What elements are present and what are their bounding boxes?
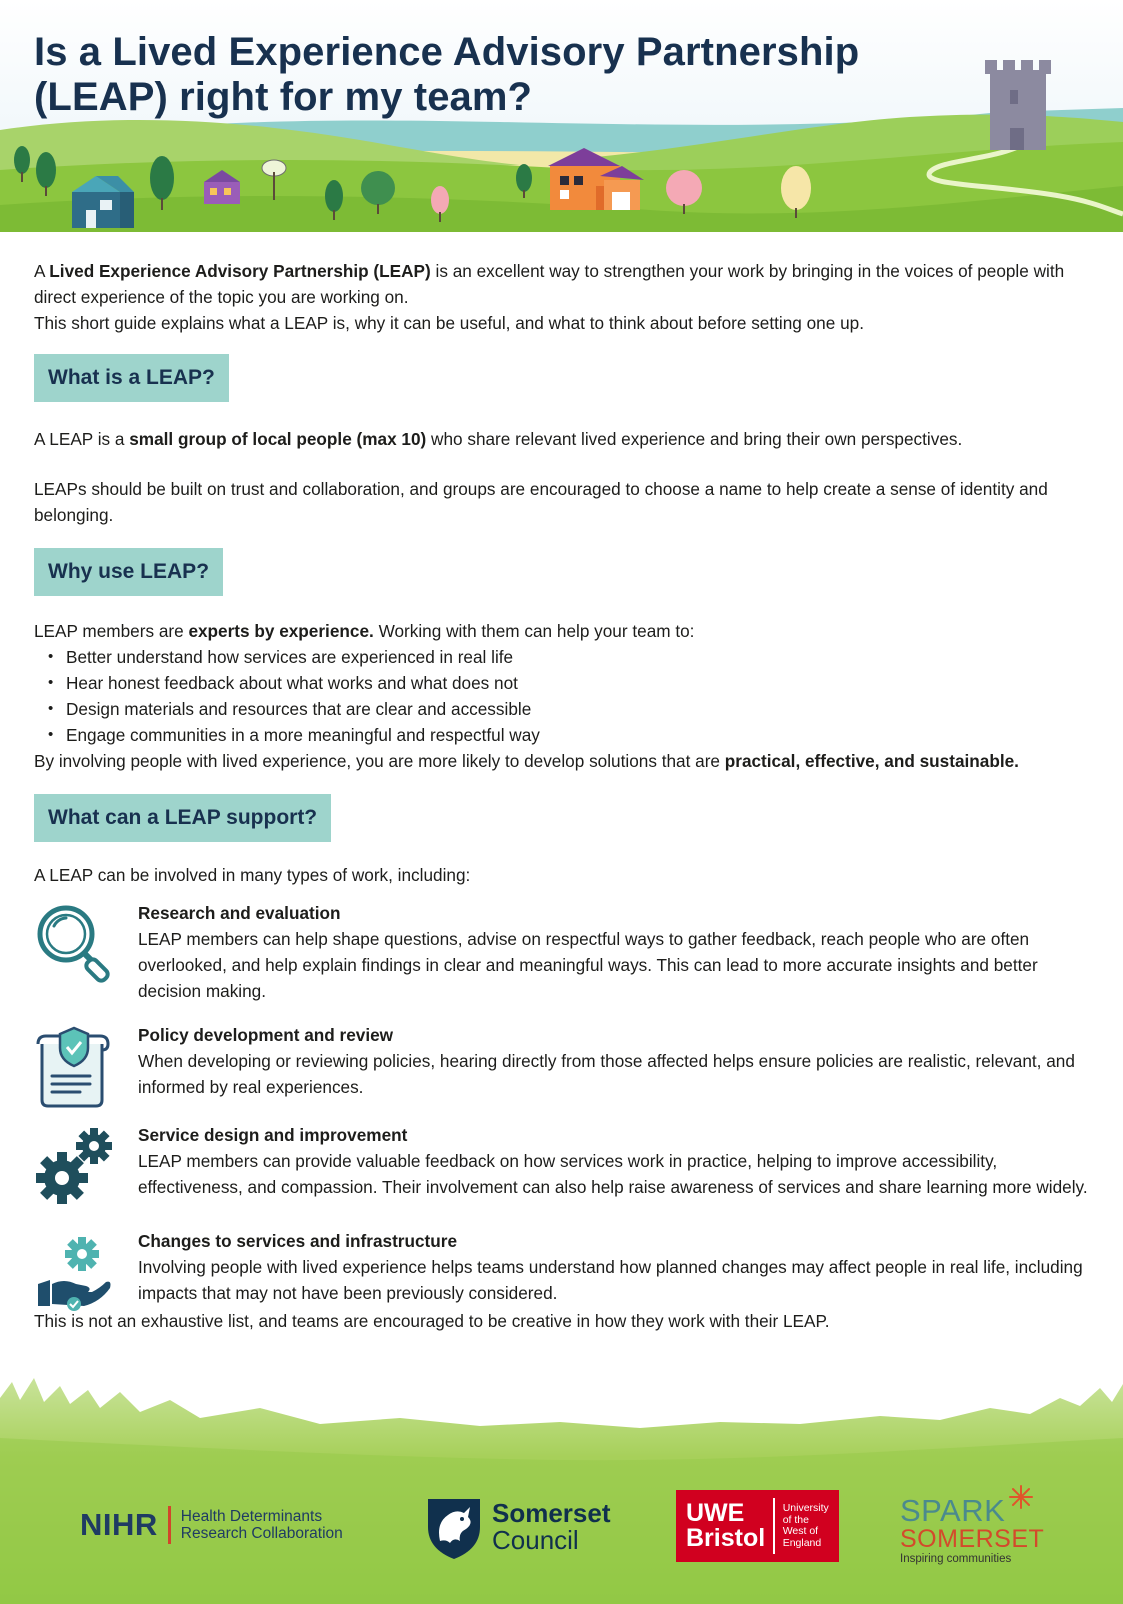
why-outro <box>34 748 1094 774</box>
spark-subname: SOMERSET <box>900 1525 1045 1553</box>
intro-bold-term: Lived Experience Advisory Partnership (LEAP) <box>49 261 431 281</box>
list-item: • Design materials and resources that are clear and accessible <box>46 696 1094 722</box>
why-intro <box>34 618 1094 644</box>
support-item-title: Policy development and review <box>138 1025 394 1045</box>
why-outro-bold: practical, effective, and sustainable. <box>724 751 1019 771</box>
policy-document-shield-icon <box>34 1026 114 1110</box>
somerset-line1: Somerset <box>492 1498 611 1528</box>
why-intro-start: LEAP members are <box>34 621 189 641</box>
section-heading-support: What can a LEAP support? <box>34 794 331 842</box>
hand-gear-icon <box>34 1232 114 1316</box>
support-item-research <box>34 900 1094 1004</box>
nihr-divider <box>168 1506 171 1544</box>
section-heading-why: Why use LEAP? <box>34 548 223 596</box>
what-paragraph-2: LEAPs should be built on trust and collaboration, and groups are encouraged to choose a name to help create a sense of identity and belonging. <box>34 479 1048 525</box>
why-intro-bold: experts by experience. <box>188 621 374 641</box>
page-title-line2: (LEAP) right for my team? <box>34 75 533 120</box>
gears-icon <box>34 1126 114 1210</box>
nihr-wordmark: NIHR <box>80 1507 158 1542</box>
uwe-small-line2: of the <box>782 1513 809 1526</box>
uwe-small-line4: England <box>782 1536 822 1549</box>
magnifying-glass-icon <box>34 904 114 988</box>
uwe-line1: UWE <box>686 1499 745 1527</box>
list-item: • Better understand how services are experienced in real life <box>46 644 1094 670</box>
nihr-logo <box>80 1506 343 1544</box>
support-item-text: When developing or reviewing policies, hearing directly from those affected helps ensure policies are realistic, relevant, and informed by real experiences. <box>138 1051 1075 1097</box>
what-text-start: A LEAP is a <box>34 429 130 449</box>
intro-guide-paragraph: This short guide explains what a LEAP is, why it can be useful, and what to think about before setting one up. <box>34 313 864 333</box>
support-item-title: Service design and improvement <box>138 1125 408 1145</box>
somerset-council-logo <box>424 1493 611 1561</box>
intro-text-end: is an excellent way to strengthen your work by bringing in the voices of people with direct experience of the topic you are working on. <box>34 261 1065 307</box>
spark-tagline: Inspiring communities <box>900 1553 1012 1565</box>
page-title <box>34 30 934 120</box>
spark-somerset-logo <box>900 1493 1045 1566</box>
page-title-line1: Is a Lived Experience Advisory Partnership <box>34 30 860 74</box>
why-intro-end: Working with them can help your team to: <box>373 621 695 641</box>
support-item-infrastructure <box>34 1228 1094 1306</box>
uwe-line2: Bristol <box>686 1524 766 1552</box>
uwe-main-text <box>686 1501 765 1551</box>
somerset-line2: Council <box>492 1525 579 1555</box>
uwe-small-line1: University <box>782 1502 829 1514</box>
why-outro-start: By involving people with lived experience, you are more likely to develop solutions that are <box>34 751 725 771</box>
support-item-text: LEAP members can provide valuable feedback on how services work in practice, helping to improve accessibility, effectiveness, and compassion. Their involvement can also help raise awareness of services and share learning more widely. <box>138 1151 1088 1197</box>
support-intro: A LEAP can be involved in many types of work, including: <box>34 865 471 885</box>
uwe-bristol-box <box>676 1490 839 1562</box>
what-text-end: who share relevant lived experience and bring their own perspectives. <box>426 429 963 449</box>
support-closing: This is not an exhaustive list, and teams are encouraged to be creative in how they work with their LEAP. <box>34 1311 830 1331</box>
nihr-subtitle <box>181 1508 343 1542</box>
list-item: • Hear honest feedback about what works and what does not <box>46 670 1094 696</box>
grass-illustration <box>0 1378 1123 1604</box>
nihr-subtitle-line1: Health Determinants <box>180 1508 323 1525</box>
nihr-subtitle-line2: Research Collaboration <box>180 1525 343 1542</box>
main-content <box>34 258 1094 1334</box>
dragon-crest-icon <box>424 1493 484 1561</box>
what-bold-term: small group of local people (max 10) <box>129 429 427 449</box>
why-bullet-list <box>34 644 1094 748</box>
support-item-title: Changes to services and infrastructure <box>138 1231 458 1251</box>
support-item-text: Involving people with lived experience helps teams understand how planned changes may affect people in real life, including impacts that may not have been previously considered. <box>138 1257 1083 1303</box>
intro-text-start: A <box>34 261 50 281</box>
support-item-text: LEAP members can help shape questions, advise on respectful ways to gather feedback, reach people who are often overlooked, and help explain findings in clear and meaningful ways. This can lead to more accurate insights and better decision making. <box>138 929 1038 1001</box>
spark-name: SPARK <box>900 1493 1006 1528</box>
support-item-title: Research and evaluation <box>138 903 341 923</box>
footer <box>0 1378 1123 1604</box>
spark-burst-icon <box>1008 1484 1034 1510</box>
support-item-policy <box>34 1022 1094 1112</box>
what-paragraph-1 <box>34 426 1094 452</box>
uwe-divider <box>773 1498 775 1554</box>
somerset-council-text <box>492 1500 611 1554</box>
intro-paragraph <box>34 258 1094 310</box>
uwe-small-text <box>783 1503 829 1549</box>
uwe-bristol-logo <box>676 1490 839 1562</box>
uwe-small-line3: West of <box>782 1525 819 1537</box>
list-item: • Engage communities in a more meaningful and respectful way <box>46 722 1094 748</box>
support-item-service-design <box>34 1122 1094 1212</box>
header-banner <box>0 0 1123 232</box>
section-heading-what: What is a LEAP? <box>34 354 229 402</box>
